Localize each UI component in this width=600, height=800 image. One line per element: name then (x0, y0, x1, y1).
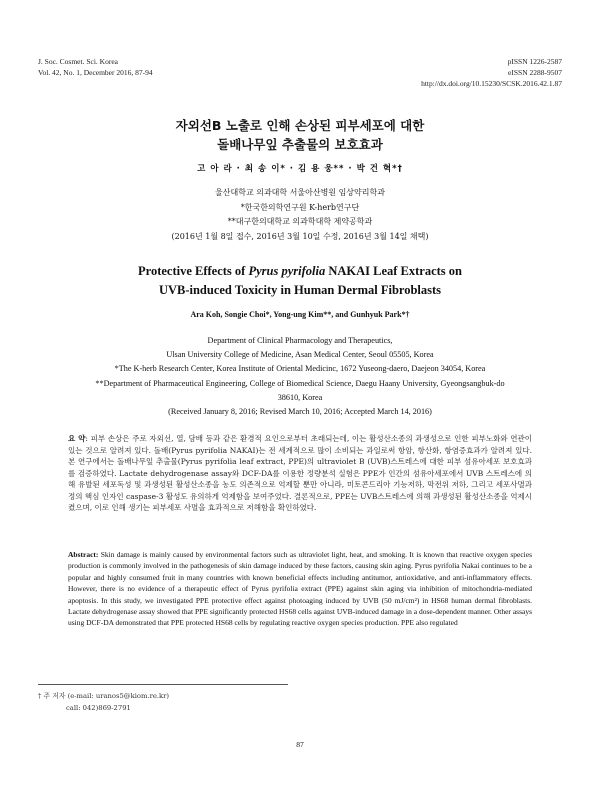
english-received-dates: (Received January 8, 2016; Revised March 10, 2016; Accepted March 14, 2016) (168, 407, 432, 417)
english-authors: Ara Koh, Songie Choi*, Yong-ung Kim**, and Gunhyuk Park*† (190, 310, 410, 319)
footnote-phone: call: 042)869-2791 (66, 704, 131, 712)
journal-volume: Vol. 42, No. 1, December 2016, 87-94 (38, 68, 153, 77)
korean-abstract-text: : 피부 손상은 주로 자외선, 열, 담배 등과 같은 환경적 요인으로부터 초래되는데, 이는 활성산소종의 과생성으로 인한 피부노화와 연관이 있는 것으로 알려져 있다. 돌배(Pyrus pyrifolia NAKAI)는 전 세계적으로 많이 소비되는 과일로써 항암, 항산화, 항염증효과가 알려져 있다. 본 연구에서는 돌배나무잎 추출물(Pyrus pyrifolia leaf extract, PPE)의 ultraviolet B (UVB)스트레스에 대한 피부 섬유아세포 보호효과를 검증하였다. Lactate dehydrogenase assay와 DCF-DA를 이용한 정량분석 실험은 PPE가 인간의 섬유아세포에서 UVB 스트레스에 의해 유발된 세포독성 및 과생성된 활성산소종을 농도 의존적으로 억제할 뿐만 아니라, 미토콘드리아 기능저하, 막전위 저하, 그리고 세포사멸과정의 핵심 인자인 caspase-3 활성도 유의하게 억제함을 보여주었다. 결론적으로, PPE는 UVB스트레스에 의해 과생성된 활성산소종을 억제시켰으며, 이로 인해 생기는 피부세포 사멸을 효과적으로 저해함을 확인하였다. (68, 434, 532, 512)
korean-title: 자외선B 노출로 인해 손상된 피부세포에 대한 돌배나무잎 추출물의 보호효과 (175, 118, 425, 152)
english-abstract-label: Abstract: (68, 550, 99, 559)
journal-header-left (38, 56, 153, 78)
english-affiliations: Department of Clinical Pharmacology and Therapeutics, Ulsan University College of Medicine, Asan Medical Center, Seoul 05505, Korea *The K-herb Research Center, Korea Institute of Oriental Medicinc, 1672 Yuseong-daero, Daejeon 34054, Korea **Department of Pharmaceutical Engineering, College of Biomedical Science, Daegu Haany University, Gyeongsangbuk-do 38610, Korea (Received January 8, 2016; Revised March 10, 2016; Accepted March 14, 2016) (0, 334, 600, 419)
eissn: eISSN 2288-9507 (508, 68, 562, 77)
korean-abstract (68, 433, 532, 514)
korean-authors: 고 아 라 · 최 송 이* · 김 용 웅** · 박 건 혁*† (197, 164, 403, 174)
korean-received-dates: (2016년 1월 8일 접수, 2016년 3월 10일 수정, 2016년 3월 14일 채택) (171, 231, 429, 241)
english-abstract-text: Skin damage is mainly caused by environmental factors such as ultraviolet light, heat, and smoking. It is known that reactive oxygen species production is commonly involved in the pathogenesis of skin damage induced by these factors, causing skin aging. Pyrus pyrifolia Nakai continues to be a popular and highly consumed fruit in many countries with known beneficial effects including antitumor, antioxidative, and anti-inflammatory effects. However, there is no evidence of a therapeutic effect of Pyrus pyrifolia extract (PPE) against skin aging via inhibition of mitochondria-mediated apoptosis. In this study, we investigated PPE protective effect against photoaging induced by UVB (50 mJ/cm²) in HS68 human dermal fibroblasts. Lactate dehydrogenase assay showed that PPE significantly protected HS68 cells against UVB-induced damage in a dose-dependent manner. Other assays using DCF-DA demonstrated that PPE protected HS68 cells by regulating reactive oxygen species production. PPE also regulated (68, 550, 532, 628)
page-number: 87 (296, 740, 304, 749)
journal-name: J. Soc. Cosmet. Sci. Korea (38, 57, 118, 66)
english-title: Protective Effects of Pyrus pyrifolia NAKAI Leaf Extracts on UVB-induced Toxicity in Human Dermal Fibroblasts (137, 264, 462, 297)
journal-header-right (421, 56, 562, 89)
corresponding-author-footnote (38, 690, 169, 714)
english-abstract (68, 549, 532, 629)
doi-link[interactable]: http://dx.doi.org/10.15230/SCSK.2016.42.1.87 (421, 79, 562, 88)
footnote-email: † 주 저자 (e-mail: uranos5@kiom.re.kr) (38, 692, 170, 700)
footnote-divider (38, 684, 288, 685)
korean-affiliations: 울산대학교 의과대학 서울아산병원 임상약리학과 *한국한의학연구원 K-herb연구단 **대구한의대학교 의과학대학 제약공학과 (2016년 1월 8일 접수, 2016년 3월 10일 수정, 2016년 3월 14일 채택) (0, 186, 600, 244)
pissn: pISSN 1226-2587 (507, 57, 562, 66)
korean-abstract-label: 요 약 (68, 434, 86, 443)
